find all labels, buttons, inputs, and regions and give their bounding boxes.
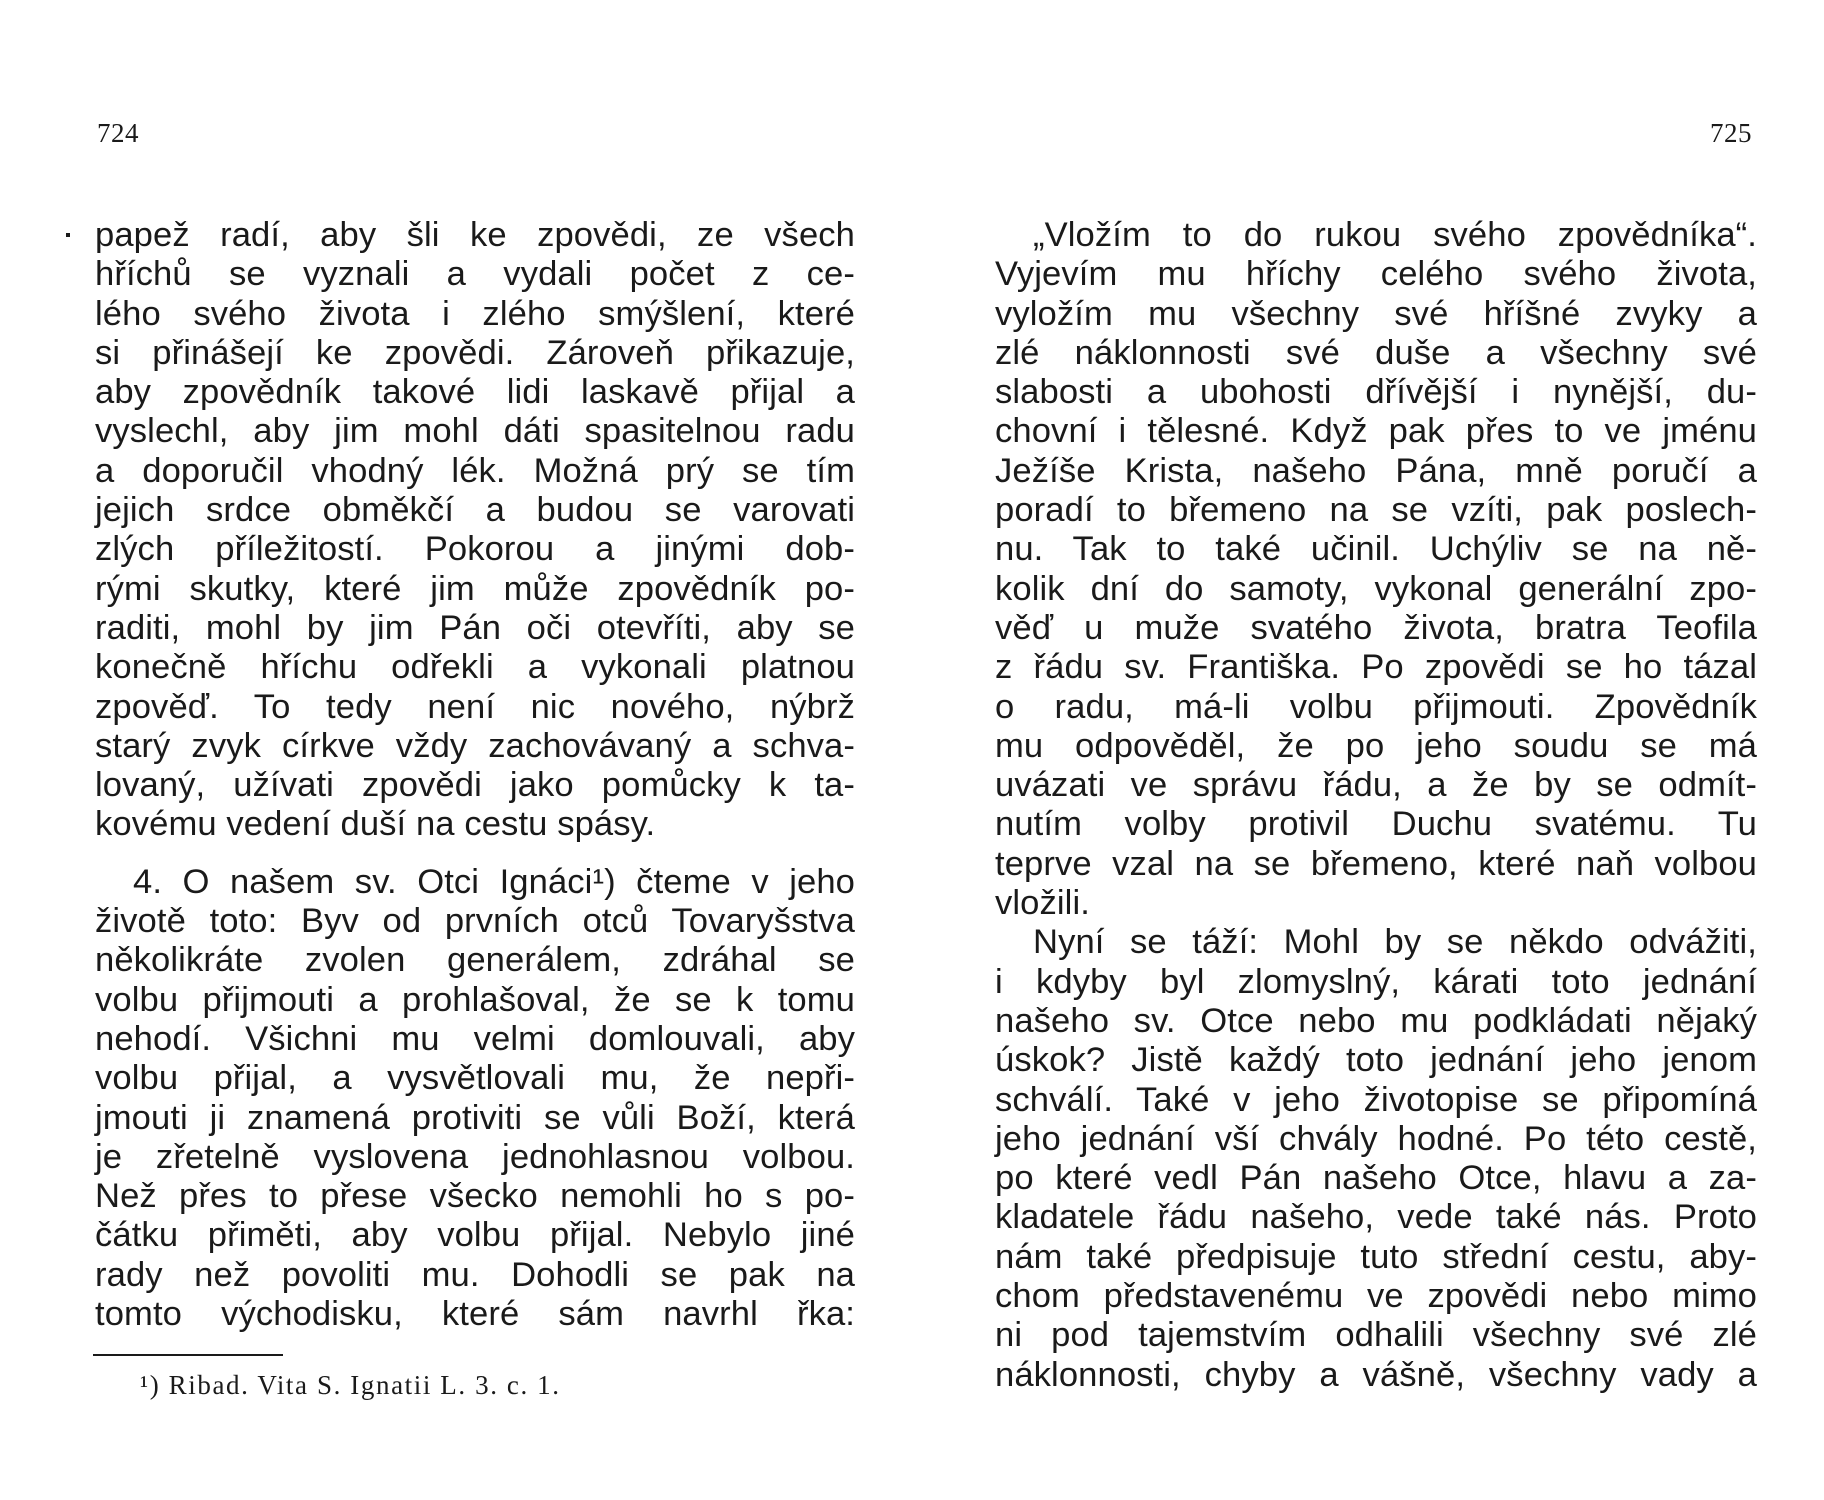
text-line: lovaný, užívati zpovědi jako pomůcky k ta- [95,766,855,805]
left-page-text [95,216,855,1334]
text-line: rady než povoliti mu. Dohodli se pak na [95,1255,855,1294]
paragraph-gap [95,845,855,863]
text-line: papež radí, aby šli ke zpovědi, ze všech [95,216,855,254]
footnote: ¹) Ribad. Vita S. Ignatii L. 3. c. 1. [140,1370,561,1400]
text-line: chom představenému ve zpovědi nebo mimo [995,1277,1757,1316]
text-line: vyslechl, aby jim mohl dáti spasitelnou radu [95,412,855,451]
text-line: starý zvyk církve vždy zachovávaný a schva- [95,726,855,765]
text-line: kolik dní do samoty, vykonal generální zpo- [995,569,1757,608]
text-line: schválí. Také v jeho životopise se připomíná [995,1080,1757,1119]
text-line: po které vedl Pán našeho Otce, hlavu a za- [995,1159,1757,1198]
text-line: hříchů se vyznali a vydali počet z ce- [95,255,855,294]
text-line: tomto východisku, které sám navrhl řka: [95,1295,855,1334]
text-line: je zřetelně vyslovena jednohlasnou volbou. [95,1137,855,1176]
text-line: věď u muže svatého života, bratra Teofila [995,608,1757,647]
text-line: Nyní se táží: Mohl by se někdo odvážiti, [1033,923,1757,962]
text-line: nu. Tak to také učinil. Uchýliv se na ně- [995,530,1757,569]
text-line: i kdyby byl zlomyslný, kárati toto jednání [995,962,1757,1001]
text-line: volbu přijal, a vysvětlovali mu, že nepři- [95,1059,855,1098]
left-paragraph-2 [95,863,855,1335]
text-line: Než přes to přese všecko nemohli ho s po- [95,1177,855,1216]
text-line: úskok? Jistě každý toto jednání jeho jenom [995,1041,1757,1080]
text-line: nutím volby protivil Duchu svatému. Tu [995,805,1757,844]
text-line: o radu, má-li volbu přijmouti. Zpovědník [995,687,1757,726]
text-line: nehodí. Všichni mu velmi domlouvali, aby [95,1019,855,1058]
text-line: nám také předpisuje tuto střední cestu, aby- [995,1237,1757,1276]
text-line: ni pod tajemstvím odhalili všechny své zlé [995,1316,1757,1355]
text-line: lého svého života i zlého smýšlení, které [95,294,855,333]
page-number-left: 724 [97,118,139,148]
text-line: konečně hříchu odřekli a vykonali platnou [95,648,855,687]
text-line: „Vložím to do rukou svého zpovědníka“. [1033,216,1757,254]
text-line: 4. O našem sv. Otci Ignáci¹) čteme v jeho [133,862,855,901]
right-page-text [995,216,1757,1395]
text-line: aby zpovědník takové lidi laskavě přijal a [95,373,855,412]
text-line: z řádu sv. Františka. Po zpovědi se ho tázal [995,648,1757,687]
text-line: zpověď. To tedy není nic nového, nýbrž [95,687,855,726]
text-line: chovní i tělesné. Když pak přes to ve jménu [995,412,1757,451]
text-line: slabosti a ubohosti dřívější i nynější, du- [995,373,1757,412]
text-line: volbu přijmouti a prohlašoval, že se k tomu [95,980,855,1019]
text-line: rými skutky, které jim může zpovědník po- [95,569,855,608]
footnote-rule [93,1354,283,1356]
right-paragraph-1 [995,216,1757,923]
text-line: zlé náklonnosti své duše a všechny své [995,333,1757,372]
text-line: uvázati ve správu řádu, a že by se odmít- [995,766,1757,805]
text-line: si přinášejí ke zpovědi. Zároveň přikazuje, [95,333,855,372]
text-line: vložili. [995,884,1090,923]
text-line: jmouti ji znamená protiviti se vůli Boží, která [95,1098,855,1137]
text-line: náklonnosti, chyby a vášně, všechny vady a [995,1355,1757,1394]
text-line: zlých příležitostí. Pokorou a jinými dob- [95,530,855,569]
text-line: kladatele řádu našeho, vede také nás. Proto [995,1198,1757,1237]
text-line: teprve vzal na se břemeno, které naň volbou [995,844,1757,883]
page-number-right: 725 [1710,118,1752,148]
text-line: kovému vedení duší na cestu spásy. [95,805,656,844]
text-line: mu odpověděl, že po jeho soudu se má [995,726,1757,765]
right-paragraph-2 [995,923,1757,1395]
text-line: Ježíše Krista, našeho Pána, mně poručí a [995,451,1757,490]
text-line: jejich srdce obměkčí a budou se varovati [95,491,855,530]
margin-mark [66,233,70,237]
text-line: poradí to břemeno na se vzíti, pak poslech- [995,491,1757,530]
left-paragraph-1 [95,216,855,845]
text-line: jeho jednání vší chvály hodné. Po této cestě, [995,1119,1757,1158]
text-line: Vyjevím mu hříchy celého svého života, [995,255,1757,294]
text-line: čátku přiměti, aby volbu přijal. Nebylo jiné [95,1216,855,1255]
text-line: vyložím mu všechny své hříšné zvyky a [995,294,1757,333]
text-line: raditi, mohl by jim Pán oči otevříti, aby se [95,608,855,647]
text-line: a doporučil vhodný lék. Možná prý se tím [95,451,855,490]
text-line: několikráte zvolen generálem, zdráhal se [95,941,855,980]
text-line: životě toto: Byv od prvních otců Tovaryšstva [95,902,855,941]
text-line: našeho sv. Otce nebo mu podkládati nějaký [995,1001,1757,1040]
